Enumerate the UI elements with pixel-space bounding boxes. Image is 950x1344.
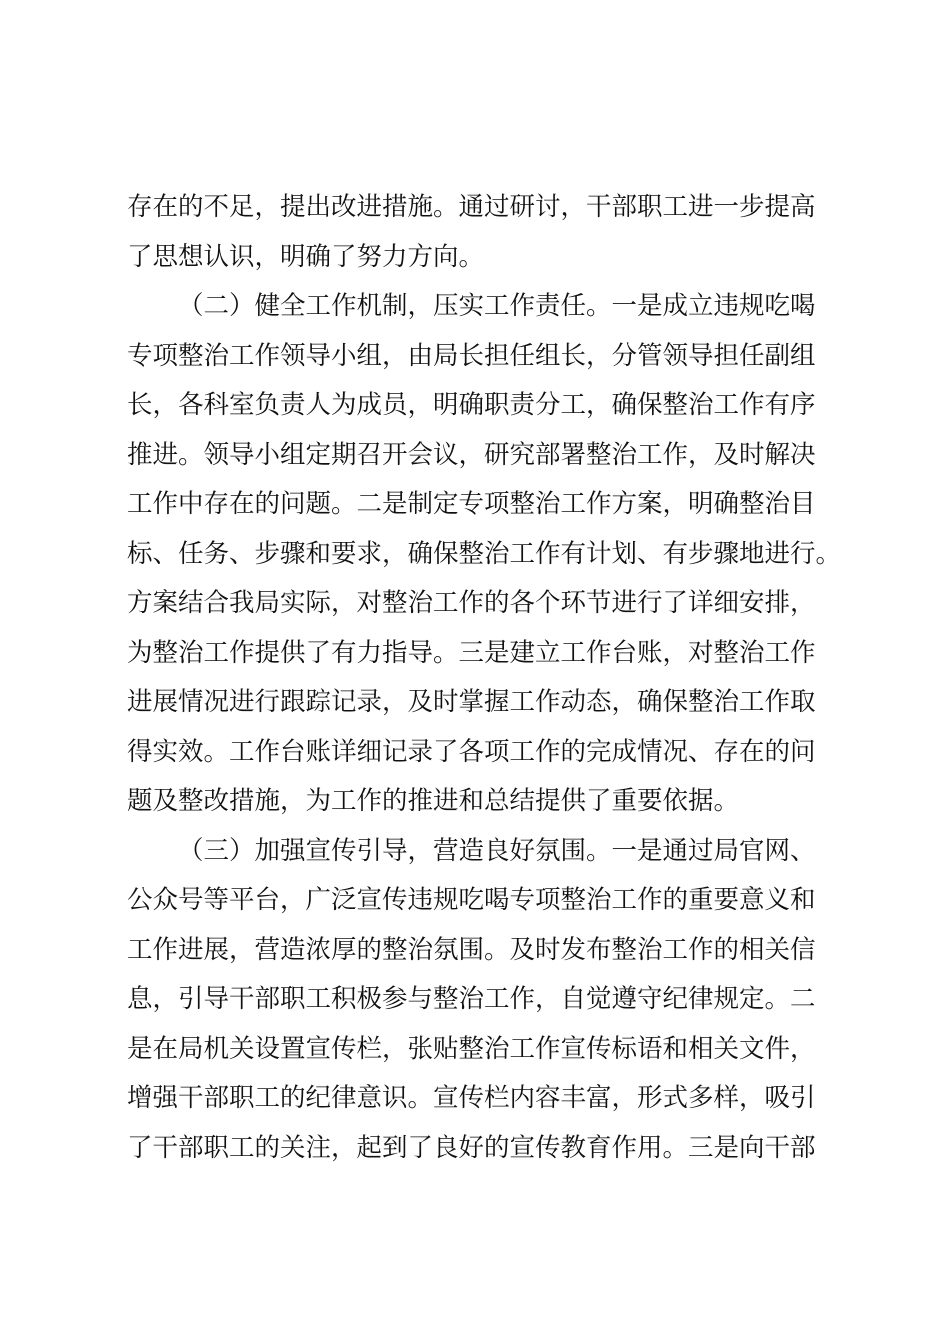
text-line: 增强干部职工的纪律意识。宣传栏内容丰富，形式多样，吸引 — [127, 1083, 816, 1113]
text-line: 为整治工作提供了有力指导。三是建立工作台账，对整治工作 — [127, 637, 816, 668]
text-line: 了思想认识，明确了努力方向。 — [127, 241, 485, 272]
text-line: 标、任务、步骤和要求，确保整治工作有计划、有步骤地进行。 — [127, 538, 842, 569]
text-line: 长，各科室负责人为成员，明确职责分工，确保整治工作有序 — [127, 390, 816, 420]
text-line: 题及整改措施，为工作的推进和总结提供了重要依据。 — [127, 786, 740, 816]
text-line: 是在局机关设置宣传栏，张贴整治工作宣传标语和相关文件， — [127, 1033, 816, 1064]
text-line: 进展情况进行跟踪记录，及时掌握工作动态，确保整治工作取 — [127, 687, 816, 717]
text-line: 工作中存在的问题。二是制定专项整治工作方案，明确整治目 — [127, 489, 816, 519]
text-line: 了干部职工的关注，起到了良好的宣传教育作用。三是向干部 — [127, 1132, 816, 1163]
section-heading-line: （三）加强宣传引导，营造良好氛围。一是通过局官网、 — [178, 835, 816, 866]
text-line: 公众号等平台，广泛宣传违规吃喝专项整治工作的重要意义和 — [127, 885, 816, 915]
text-line: 专项整治工作领导小组，由局长担任组长，分管领导担任副组 — [127, 340, 816, 371]
text-line: 推进。领导小组定期召开会议，研究部署整治工作，及时解决 — [127, 439, 816, 470]
text-line: 方案结合我局实际，对整治工作的各个环节进行了详细安排， — [127, 588, 816, 618]
text-line: 得实效。工作台账详细记录了各项工作的完成情况、存在的问 — [127, 736, 816, 767]
text-line: 工作进展，营造浓厚的整治氛围。及时发布整治工作的相关信 — [127, 934, 816, 965]
section-heading-line: （二）健全工作机制，压实工作责任。一是成立违规吃喝 — [178, 291, 816, 321]
document-body — [127, 183, 847, 1173]
text-line: 息，引导干部职工积极参与整治工作，自觉遵守纪律规定。二 — [127, 984, 816, 1014]
text-line: 存在的不足，提出改进措施。通过研讨，干部职工进一步提高 — [127, 192, 816, 222]
